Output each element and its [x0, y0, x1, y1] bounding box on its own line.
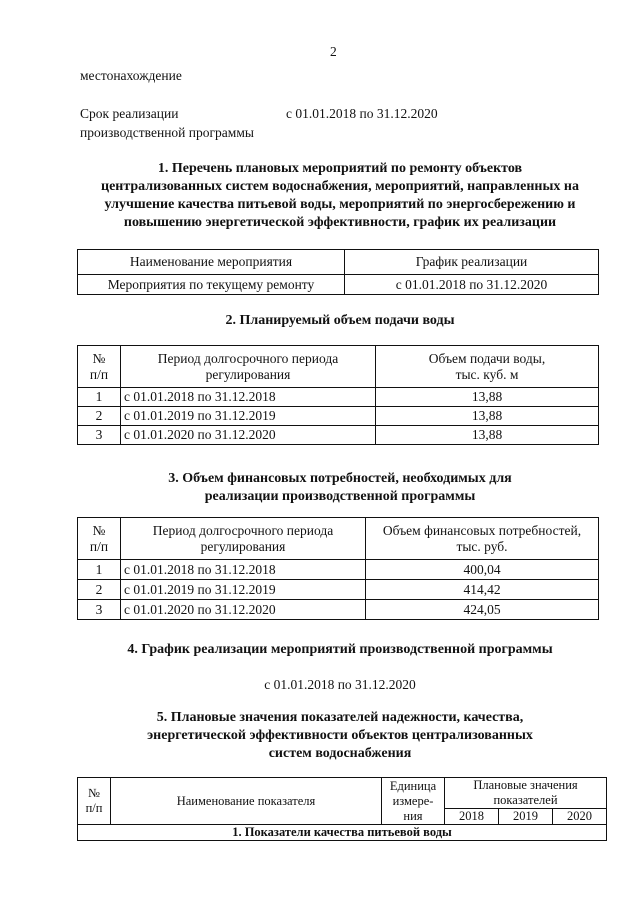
header-line: №	[92, 522, 106, 538]
water-supply-table	[77, 345, 599, 445]
header-line: Плановые значения	[473, 778, 578, 792]
column-header-number	[78, 346, 121, 388]
section5-title-line: систем водоснабжения	[268, 746, 412, 761]
table-row	[78, 275, 599, 295]
header-line: Период долгосрочного периода	[157, 350, 339, 366]
year-header: 2019	[499, 809, 553, 825]
column-header-value	[376, 346, 599, 388]
column-header-indicator: Наименование показателя	[111, 778, 382, 825]
row-value: 414,42	[366, 580, 599, 600]
header-line: Единица	[389, 778, 437, 793]
term-label-line1: Срок реализации	[80, 106, 179, 121]
row-period: с 01.01.2018 по 31.12.2018	[121, 560, 366, 580]
section1-title-line: централизованных систем водоснабжения, мероприятий, направленных на	[101, 179, 579, 194]
table-cell: Мероприятия по текущему ремонту	[78, 275, 345, 295]
header-line: п/п	[89, 538, 109, 554]
section1-title-line: улучшение качества питьевой воды, мероприятий по энергосбережению и	[104, 197, 576, 212]
column-header-value	[366, 518, 599, 560]
measures-table	[77, 249, 599, 295]
year-header: 2018	[445, 809, 499, 825]
table-cell: с 01.01.2018 по 31.12.2020	[345, 275, 599, 295]
column-header: График реализации	[345, 250, 599, 275]
location-text: местонахождение	[80, 68, 182, 83]
row-value: 13,88	[376, 426, 599, 445]
row-value: 400,04	[366, 560, 599, 580]
header-line: Объем финансовых потребностей,	[382, 522, 582, 538]
table-row	[78, 580, 599, 600]
column-header-period	[121, 346, 376, 388]
row-number: 2	[78, 580, 121, 600]
header-line: ния	[403, 808, 423, 823]
row-value: 13,88	[376, 407, 599, 426]
header-line: Объем подачи воды,	[428, 350, 546, 366]
column-header-number	[78, 778, 111, 825]
section5-title-line: 5. Плановые значения показателей надежности, качества,	[156, 710, 524, 725]
section5-title	[40, 709, 640, 763]
column-header: Наименование мероприятия	[78, 250, 345, 275]
section3-title	[40, 470, 640, 506]
header-line: измере-	[392, 793, 434, 808]
section3-title-line: 3. Объем финансовых потребностей, необходимых для	[168, 471, 512, 486]
row-number: 1	[78, 388, 121, 407]
row-period: с 01.01.2020 по 31.12.2020	[121, 600, 366, 620]
table-row	[78, 426, 599, 445]
row-number: 1	[78, 560, 121, 580]
row-value: 13,88	[376, 388, 599, 407]
column-header-unit	[382, 778, 445, 825]
section1-title-line: повышению энергетической эффективности, график их реализации	[123, 215, 557, 230]
header-line: показателей	[493, 793, 558, 807]
table-row	[78, 600, 599, 620]
row-number: 3	[78, 600, 121, 620]
row-period: с 01.01.2020 по 31.12.2020	[121, 426, 376, 445]
header-line: Период долгосрочного периода	[152, 522, 334, 538]
row-value: 424,05	[366, 600, 599, 620]
header-line: тыс. куб. м	[455, 366, 519, 382]
table-row	[78, 388, 599, 407]
header-line: №	[88, 786, 100, 800]
term-value: с 01.01.2018 по 31.12.2020	[286, 106, 438, 121]
header-line: тыс. руб.	[456, 538, 508, 554]
financial-needs-table	[77, 517, 599, 620]
row-period: с 01.01.2019 по 31.12.2019	[121, 580, 366, 600]
section4-title: 4. График реализации мероприятий производственной программы	[127, 642, 553, 657]
row-period: с 01.01.2019 по 31.12.2019	[121, 407, 376, 426]
column-header-period	[121, 518, 366, 560]
header-line: п/п	[85, 801, 103, 815]
section1-title	[40, 160, 640, 232]
table-row	[78, 560, 599, 580]
term-label-line2: производственной программы	[80, 125, 254, 140]
section2-title: 2. Планируемый объем подачи воды	[225, 313, 455, 328]
row-number: 3	[78, 426, 121, 445]
section1-title-line: 1. Перечень плановых мероприятий по ремонту объектов	[157, 161, 523, 176]
row-period: с 01.01.2018 по 31.12.2018	[121, 388, 376, 407]
header-line: регулирования	[200, 538, 286, 554]
table-row	[78, 407, 599, 426]
section-subheading: 1. Показатели качества питьевой воды	[78, 825, 607, 841]
column-header-plan	[445, 778, 607, 809]
header-line: п/п	[89, 366, 109, 382]
section3-title-line: реализации производственной программы	[204, 489, 476, 504]
page-number: 2	[330, 44, 337, 59]
year-header: 2020	[553, 809, 607, 825]
section4-period: с 01.01.2018 по 31.12.2020	[264, 677, 416, 692]
section5-title-line: энергетической эффективности объектов централизованных	[147, 728, 533, 743]
header-line: №	[92, 350, 106, 366]
column-header-number	[78, 518, 121, 560]
header-line: регулирования	[205, 366, 291, 382]
row-number: 2	[78, 407, 121, 426]
indicators-table	[77, 777, 607, 841]
